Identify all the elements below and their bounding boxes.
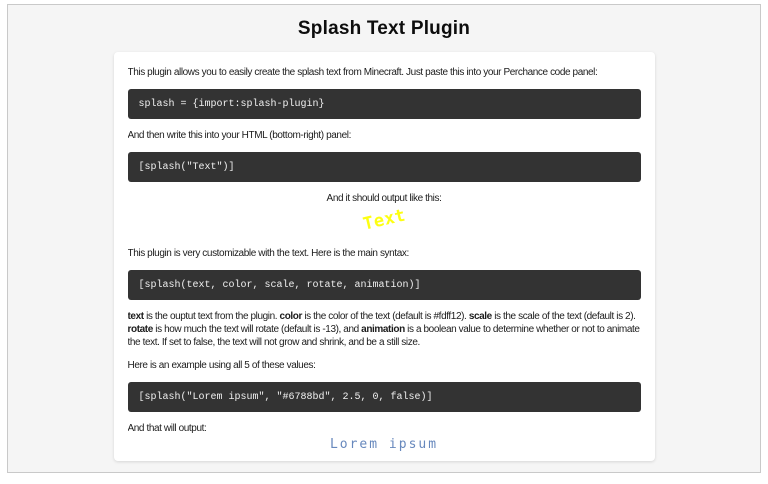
page-frame [7, 4, 761, 473]
splash-result-text: Lorem ipsum [329, 437, 439, 452]
html-panel-paragraph: And then write this into your HTML (bottom-right) panel: [127, 130, 351, 141]
code-block-html [128, 152, 641, 182]
output-caption: And it should output like this: [326, 193, 442, 204]
code-syntax-text: [splash(text, color, scale, rotate, animation)] [138, 280, 421, 291]
code-html-text: [splash("Text")] [138, 162, 235, 173]
splash-result-output [128, 435, 641, 451]
params-paragraph: text is the ouptut text from the plugin. color is the color of the text (default is #fdff12). scale is the scale of the text (default is 2). rotate is how much the text will rotate (default is -13), and animation is a boolean value to determine whether or not to animate the text. If set to false, the text will not grow and shrink, and be a still size. [127, 311, 640, 348]
code-block-example [128, 382, 641, 412]
page-title: Splash Text Plugin [297, 18, 471, 39]
code-example-text: [splash("Lorem ipsum", "#6788bd", 2.5, 0, false)] [138, 392, 433, 403]
intro-paragraph: This plugin allows you to easily create the splash text from Minecraft. Just paste this into your Perchance code panel: [127, 67, 598, 78]
customizable-paragraph: This plugin is very customizable with the text. Here is the main syntax: [127, 248, 409, 259]
splash-demo-output [128, 207, 641, 237]
output-line: And that will output: [127, 423, 207, 434]
code-block-import [128, 89, 641, 119]
content-card [114, 52, 655, 461]
splash-demo-text: Text [360, 205, 408, 235]
code-import-text: splash = {import:splash-plugin} [138, 99, 325, 110]
example-paragraph: Here is an example using all 5 of these values: [127, 360, 316, 371]
code-block-syntax [128, 270, 641, 300]
